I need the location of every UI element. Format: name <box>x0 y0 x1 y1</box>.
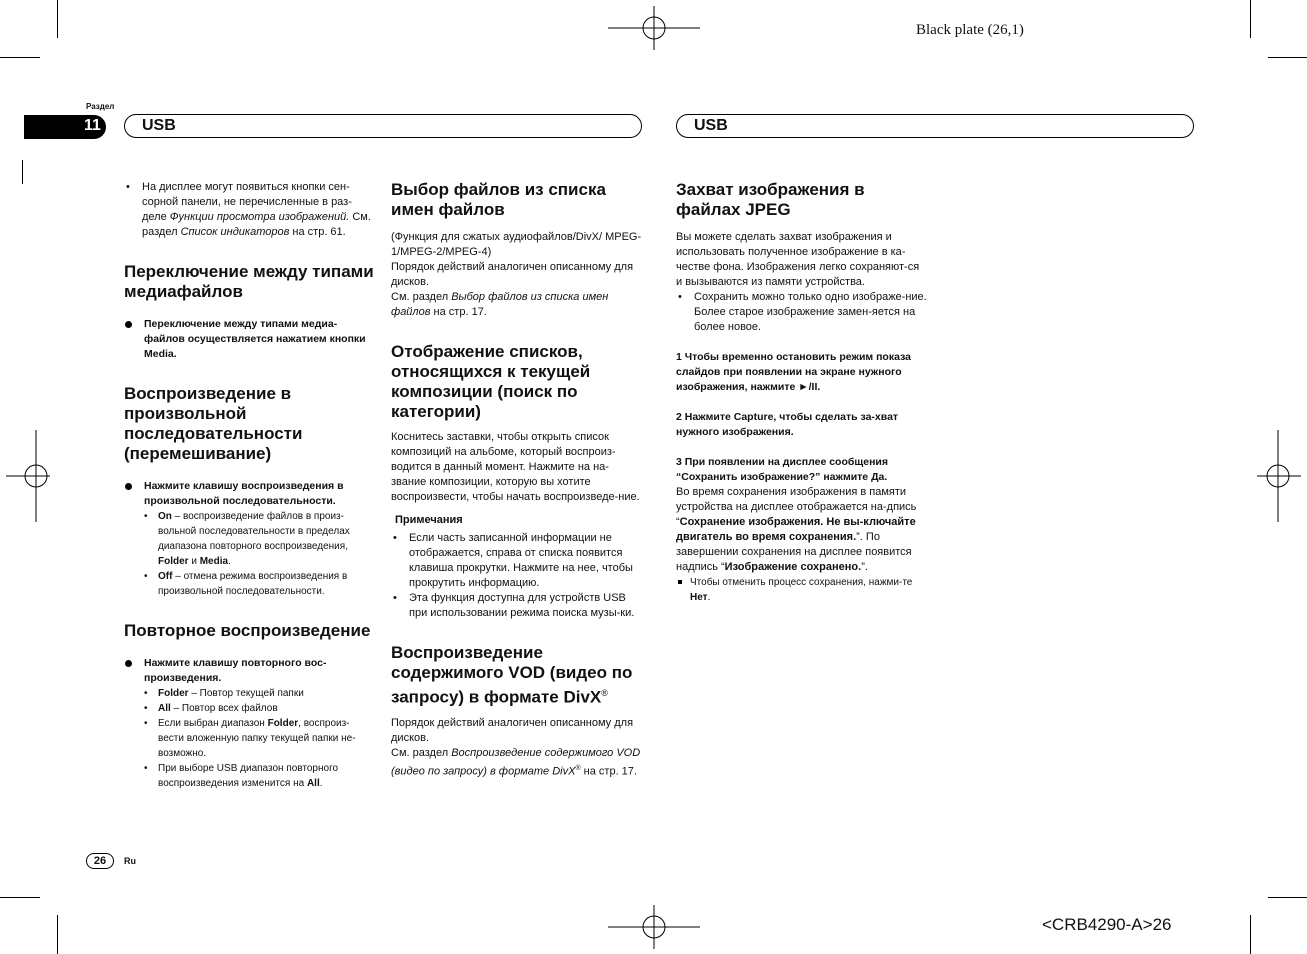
option-all: • All – Повтор всех файлов <box>124 701 374 716</box>
crop-mark <box>0 57 40 58</box>
option-on: • On – воспроизведение файлов в произ-вольной последовательности в пределах диапазона повторного воспроизведения, Folder и Media. <box>124 509 374 569</box>
vod-same: Порядок действий аналогичен описанному для дисков. <box>391 716 634 744</box>
column-1 <box>124 180 374 791</box>
column-3 <box>676 180 928 605</box>
option-off: • Off – отмена режима воспроизведения в произвольной последовательности. <box>124 569 374 599</box>
registration-mark-top <box>608 6 700 50</box>
intro-bullet: • На дисплее могут появиться кнопки сен-сорной панели, не перечисленные в раз-деле Функции просмотра изображений. См. раздел Список индикаторов на стр. 61. <box>124 180 374 240</box>
instruction-shuffle: Нажмите клавишу воспроизведения в произвольной последовательности. <box>124 479 374 509</box>
select-ref: См. раздел Выбор файлов из списка имен файлов на стр. 17. <box>391 291 609 318</box>
section-number: 11 <box>84 117 101 134</box>
select-function: (Функция для сжатых аудиофайлов/DivX/ MPEG-1/MPEG-2/MPEG-4) <box>391 231 642 258</box>
option-folder: • Folder – Повтор текущей папки <box>124 686 374 701</box>
heading-switch-media: Переключение между типами медиафайлов <box>124 262 374 301</box>
instruction-repeat: Нажмите клавишу повторного вос-произведения. <box>124 656 374 686</box>
lists-text: Коснитесь заставки, чтобы открыть список композиций на альбоме, который воспроиз-водится в данный момент. Нажмите на на-звание композиции, которую вы хотите воспроизвести, чтобы начать воспроизведе-ние. <box>391 431 640 503</box>
instruction-switch: Переключение между типами медиа-файлов осуществляется нажатием кнопки Media. <box>124 317 374 362</box>
heading-capture: Захват изображения в файлах JPEG <box>676 180 865 219</box>
notes-heading: Примечания <box>395 514 463 526</box>
note-2: • Эта функция доступна для устройств USB при использовании режима поиска музы-ки. <box>391 591 643 621</box>
document-code: <CRB4290-A>26 <box>1042 915 1172 934</box>
crop-mark <box>1250 915 1251 954</box>
note-folder: • Если выбран диапазон Folder, воспроиз-вести вложенную папку текущей папки не-возможно. <box>124 716 374 761</box>
page-number: 26 <box>86 853 114 869</box>
heading-repeat: Повторное воспроизведение <box>124 621 371 640</box>
header-title-left: USB <box>142 117 176 134</box>
crop-mark <box>0 897 40 898</box>
registration-mark-left <box>6 430 50 522</box>
registration-mark-right <box>1257 430 1301 522</box>
header-title-right: USB <box>694 117 728 134</box>
note-1: • Если часть записанной информации не отображается, справа от списка появится клавиша прокрутки. Нажмите на нее, чтобы прокрутить информацию. <box>391 531 643 591</box>
heading-shuffle: Воспроизведение в произвольной последовательности (перемешивание) <box>124 384 303 463</box>
heading-select-files: Выбор файлов из списка имен файлов <box>391 180 606 219</box>
step-3-detail: Во время сохранения изображения в памяти устройства на дисплее отображается на-дпись “Сохранение изображения. Не вы-ключайте двигатель во время сохранения.”. По завершении сохранения на дисплее появится надпись “Изображение сохранено.”. <box>676 486 917 573</box>
column-2 <box>391 180 643 779</box>
crop-mark <box>22 160 23 184</box>
capture-bullet: • Сохранить можно только одно изображе-ние. Более старое изображение замен-яется на более новое. <box>676 290 928 335</box>
step-1: 1 Чтобы временно остановить режим показа слайдов при появлении на экране нужного изображения, нажмите ►/II. <box>676 351 911 393</box>
registration-mark-bottom <box>608 905 700 949</box>
crop-mark <box>1268 897 1307 898</box>
vod-ref: См. раздел Воспроизведение содержимого VOD (видео по запросу) в формате DivX® на стр. 17. <box>391 746 641 778</box>
plate-label: Black plate (26,1) <box>916 22 1024 38</box>
crop-mark <box>57 915 58 954</box>
heading-vod: Воспроизведение содержимого VOD (видео по запросу) в формате DivX® <box>391 643 633 707</box>
heading-lists: Отображение списков, относящихся к текущей композиции (поиск по категории) <box>391 342 591 421</box>
section-label: Раздел <box>86 102 115 111</box>
crop-mark <box>1268 57 1307 58</box>
cancel-note: Чтобы отменить процесс сохранения, нажми-те Нет. <box>676 575 928 605</box>
step-3: 3 При появлении на дисплее сообщения “Сохранить изображение?” нажмите Да. <box>676 456 888 483</box>
header-band-right <box>676 114 1194 138</box>
crop-mark <box>1250 0 1251 38</box>
capture-text: Вы можете сделать захват изображения и использовать полученное изображение в ка-честве фона. Изображения легко сохраняют-ся и вызываются из памяти устройства. <box>676 231 920 288</box>
note-usb: • При выборе USB диапазон повторного воспроизведения изменится на All. <box>124 761 374 791</box>
crop-mark <box>57 0 58 38</box>
step-2: 2 Нажмите Capture, чтобы сделать за-хват нужного изображения. <box>676 411 899 438</box>
header-band-left <box>124 114 642 138</box>
select-same: Порядок действий аналогичен описанному для дисков. <box>391 261 634 288</box>
language-code: Ru <box>124 856 136 866</box>
